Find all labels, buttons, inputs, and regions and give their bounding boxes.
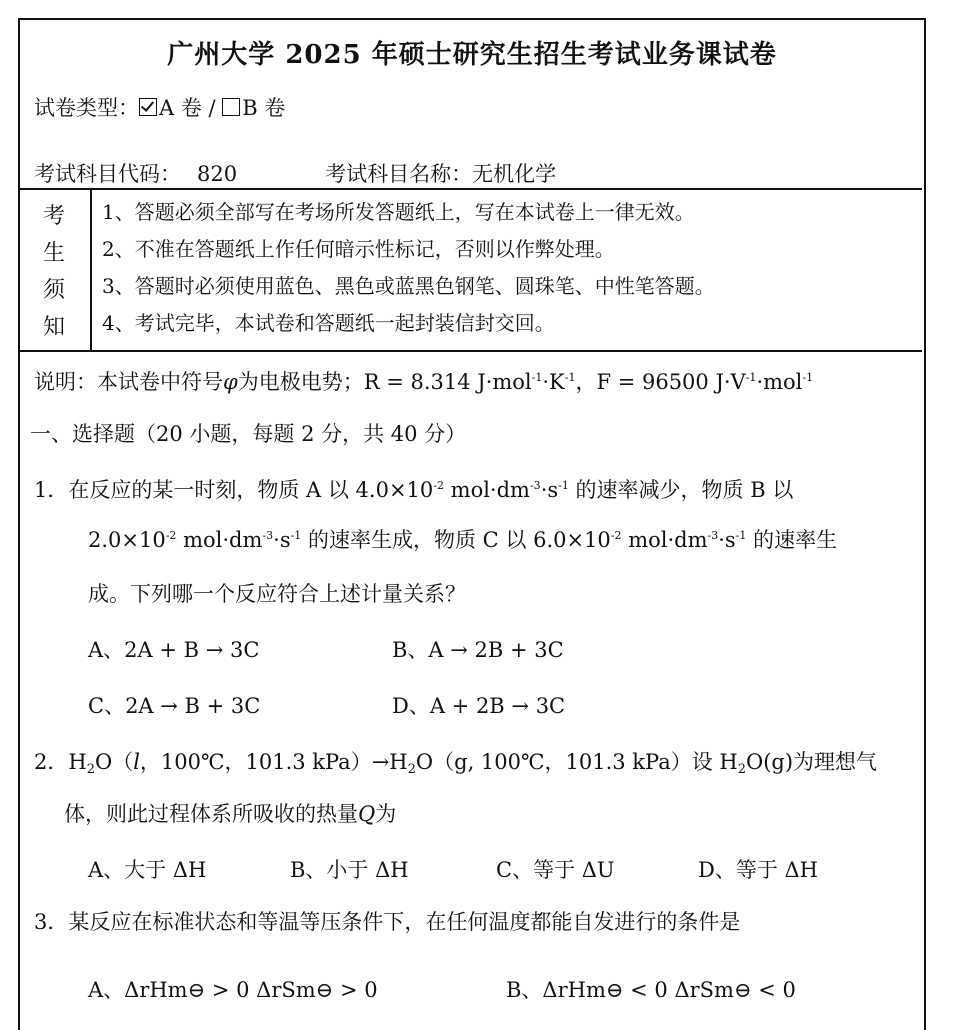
q2-text: O（ — [94, 750, 134, 774]
exponent: -1 — [564, 371, 576, 384]
paper-type-a: A 卷 / — [159, 96, 216, 120]
exponent: -3 — [707, 529, 719, 542]
q1-text: mol·dm — [621, 528, 708, 552]
paper-type-label: 试卷类型： — [34, 96, 139, 120]
q2-text: O(g)为理想气 — [746, 750, 878, 774]
notice-rule: 2、不准在答题纸上作任何暗示性标记，否则以作弊处理。 — [102, 237, 615, 261]
q2-option-d: D、等于 ΔH — [698, 858, 818, 882]
q1-option-a: A、2A + B → 3C — [88, 638, 260, 662]
q1-text: mol·dm — [176, 528, 263, 552]
subject-name-label: 考试科目名称： — [325, 162, 473, 186]
q1-text: mol·dm — [443, 478, 530, 502]
exponent: -1 — [802, 371, 814, 384]
notice-label-char: 须 — [42, 278, 65, 303]
notice-label-char: 考 — [42, 204, 65, 229]
exponent: -1 — [531, 371, 543, 384]
exponent: -1 — [558, 479, 569, 492]
unit-mol: ·mol — [756, 370, 803, 394]
q1-text: 的速率生 — [746, 528, 838, 552]
q1-line-1 — [34, 474, 793, 504]
q2-text: ，100℃，101.3 kPa）→H — [139, 750, 408, 774]
exponent: -1 — [290, 529, 302, 542]
q2-text: 为 — [375, 802, 397, 826]
unit-k: ·K — [542, 370, 565, 394]
notice-label — [18, 190, 92, 350]
notice-rule: 4、考试完毕，本试卷和答题纸一起封装信封交回。 — [102, 311, 555, 335]
q2-line-1 — [34, 746, 877, 776]
subscript: 2 — [86, 762, 95, 777]
subject-code-label: 考试科目代码： — [34, 162, 181, 186]
q2-option-c: C、等于 ΔU — [496, 858, 615, 882]
notice-rule: 1、答题必须全部写在考场所发答题纸上，写在本试卷上一律无效。 — [102, 200, 695, 224]
exponent: -1 — [745, 371, 757, 384]
exponent: -3 — [529, 479, 541, 492]
q1-line-2 — [88, 524, 837, 554]
q1-line-3: 成。下列哪一个反应符合上述计量关系？ — [88, 582, 466, 606]
subject-code: 820 — [197, 162, 238, 186]
notice-label-char: 生 — [42, 241, 65, 266]
page-title: 广州大学 2025 年硕士研究生招生考试业务课试卷 — [167, 40, 777, 70]
gas-constant: R = 8.314 J·mol — [363, 370, 532, 394]
q3-option-b: B、ΔrHm⊖ < 0 ΔrSm⊖ < 0 — [506, 978, 796, 1002]
q2-line-2 — [64, 798, 396, 828]
q2-option-a: A、大于 ΔH — [88, 858, 207, 882]
notice-label-char: 知 — [42, 315, 65, 340]
q1-text: 2.0×10 — [88, 528, 166, 552]
paper-type-line — [34, 92, 285, 122]
q3-option-a: A、ΔrHm⊖ > 0 ΔrSm⊖ > 0 — [88, 978, 378, 1002]
q1-option-b: B、A → 2B + 3C — [392, 638, 564, 662]
subscript: 2 — [407, 762, 416, 777]
paper-type-b: B 卷 — [242, 96, 286, 120]
notice-rules — [102, 194, 914, 342]
candidate-notice-box — [18, 188, 922, 352]
instructions — [34, 366, 813, 396]
q1-text: ·s — [273, 528, 291, 552]
q2-option-b: B、小于 ΔH — [290, 858, 409, 882]
subscript: 2 — [737, 762, 746, 777]
phi-symbol: φ — [223, 370, 238, 394]
unchecked-box-icon — [222, 98, 240, 116]
faraday-constant: ，F = 96500 J·V — [575, 370, 746, 394]
q2-text: 2．H — [34, 750, 87, 774]
exponent: -2 — [165, 529, 177, 542]
q1-option-d: D、A + 2B → 3C — [392, 694, 566, 718]
heat-symbol: Q — [358, 802, 376, 826]
q1-text: 的速率减少，物质 B 以 — [568, 478, 794, 502]
q1-text: 1．在反应的某一时刻，物质 A 以 4.0×10 — [34, 478, 434, 502]
exponent: -1 — [735, 529, 747, 542]
notice-rule: 3、答题时必须使用蓝色、黑色或蓝黑色钢笔、圆珠笔、中性笔答题。 — [102, 274, 715, 298]
intro-prefix: 说明：本试卷中符号 — [34, 370, 223, 394]
subject-line — [34, 158, 556, 188]
checked-box-icon — [139, 98, 157, 116]
section-title: 一、选择题（20 小题，每题 2 分，共 40 分） — [30, 422, 467, 446]
subject-name: 无机化学 — [472, 162, 557, 186]
q1-option-c: C、2A → B + 3C — [88, 694, 261, 718]
exam-paper — [18, 18, 926, 1030]
q2-text: O（g, 100℃，101.3 kPa）设 H — [415, 750, 738, 774]
q1-text: ·s — [540, 478, 559, 502]
q3-line-1: 3．某反应在标准状态和等温等压条件下，在任何温度都能自发进行的条件是 — [34, 910, 741, 934]
liquid-symbol: l — [133, 750, 140, 774]
q2-text: 体，则此过程体系所吸收的热量 — [64, 802, 358, 826]
exponent: -2 — [610, 529, 622, 542]
intro-mid: 为电极电势； — [237, 370, 364, 394]
exponent: -2 — [433, 479, 444, 492]
exponent: -3 — [262, 529, 274, 542]
q1-text: ·s — [718, 528, 736, 552]
q1-text: 的速率生成，物质 C 以 6.0×10 — [301, 528, 611, 552]
